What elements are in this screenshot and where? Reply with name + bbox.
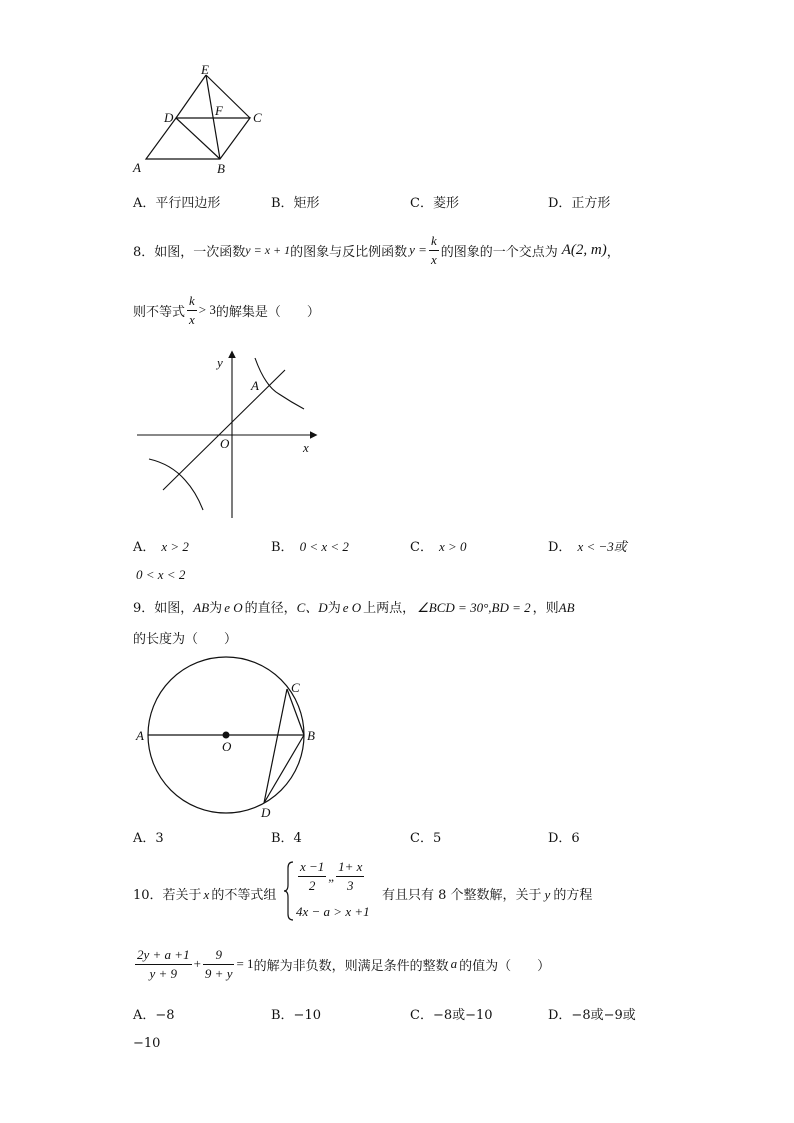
q10-eq-frac1-den: y + 9 [149,965,178,981]
q9-option-a[interactable]: A．3 [133,831,164,846]
q8-stem-line2 [133,288,320,332]
q10-eq-frac1-num: 2y + a +1 [135,946,192,965]
graph-label-a: A [251,378,259,393]
label-b: B [217,161,225,176]
q8-text-3: 的图象的一个交点为 [440,244,558,260]
q9-t1: 为 [209,601,223,616]
q8-option-c[interactable] [410,536,467,555]
graph-label-o: O [220,436,230,451]
label-c: C [253,110,262,125]
q10-sys-frac2-num: 1+ x [336,858,364,877]
q9-cd: C、D [296,600,328,615]
linear-function-line [163,370,285,490]
label-d: D [164,110,174,125]
q10-option-b[interactable]: B．−10 [271,1008,321,1023]
hyperbola-branch-3 [149,459,203,510]
q8-func2-num: k [429,232,439,251]
q8-graph [133,348,323,520]
q10-eq-frac2-den: 9 + y [204,965,233,981]
q10-option-d[interactable]: D．−8或−9或 [548,1008,636,1023]
q9-ab-1: AB [193,600,210,615]
q8-option-c-math: x > 0 [438,539,467,554]
q8-option-c-label: C． [410,540,433,555]
q8-line2-post: 的解集是（ ） [215,304,320,320]
center-point-o [223,732,230,739]
fig9-label-a: A [136,728,144,743]
q8-ineq-den: x [189,311,195,327]
q8-option-d-continued: 0 < x < 2 [136,567,186,582]
q10-stem-post [382,884,592,903]
q7-option-d[interactable]: D．正方形 [548,196,611,211]
q8-option-d-label: D． [548,540,572,555]
q9-t5: ，则 [532,601,559,616]
q7-figure [128,62,278,180]
q8-text-2: 的图象与反比例函数 [290,244,408,260]
q10-eq-frac1 [135,946,192,983]
label-e: E [201,62,209,77]
q8-option-d[interactable] [548,536,627,555]
q8-option-d-math: x < −3或 [577,539,627,554]
q10-sys-sep: „ [328,868,335,884]
segment-bd [264,735,304,803]
q9-t2: 的直径， [244,601,297,616]
q10-var-x: x [203,887,210,902]
label-a: A [133,160,141,175]
q10-var-y: y [544,887,551,902]
q10-sys-frac1-num: x −1 [298,858,326,877]
fig9-label-b: B [307,728,315,743]
q8-comma: ， [606,244,620,260]
q9-t4: 上两点， [363,601,416,616]
q10-t1: 的不等式组 [211,888,277,903]
q10-sys-frac2 [336,858,364,895]
q10-t4: 的解为非负数，则满足条件的整数 [253,958,449,974]
q8-option-a-math: x > 2 [161,539,189,554]
q10-sys-frac2-den: 3 [346,878,354,893]
q10-system-brace [283,860,295,922]
q10-option-d-continued: −10 [133,1036,161,1051]
q9-option-d[interactable]: D．6 [548,831,580,846]
q10-system-row1 [296,858,366,895]
q9-circle-1: e O [224,600,243,615]
segment-db [176,118,220,159]
q10-eq-frac2-num: 9 [203,946,235,965]
q9-figure [130,656,325,822]
q10-sys-frac1 [298,858,326,895]
q8-option-a-label: A． [133,540,156,555]
q8-ineq-rhs: > 3 [198,302,216,317]
q8-func2-den: x [430,251,437,267]
q10-eq-frac2 [203,946,235,983]
q10-eq-rhs: = 1 [236,956,254,971]
q10-option-a[interactable]: A．−8 [133,1008,175,1023]
segment-de [176,75,206,118]
q8-option-b-math: 0 < x < 2 [299,539,349,554]
q8-func2-lhs: y = [409,242,427,257]
q8-point: A(2, m) [561,241,607,258]
fig9-label-d: D [261,805,271,820]
q10-eq-plus: + [193,956,201,971]
q8-stem-line1 [133,228,620,272]
q9-stem-line2: 的长度为（ ） [133,632,238,647]
segment-cd [264,689,287,803]
q10-pre: 10．若关于 [133,888,202,903]
q10-stem-pre [133,884,276,903]
q10-equation-line [133,940,550,988]
q7-option-c[interactable]: C．菱形 [410,196,459,211]
q10-t3: 的方程 [553,888,593,903]
q8-func1: y = x + 1 [245,242,291,257]
hyperbola-branch-1 [255,358,304,409]
q8-option-b[interactable] [271,536,349,555]
fig9-label-c: C [291,680,300,695]
q8-text-1: 8．如图，一次函数 [133,244,246,260]
q8-option-b-label: B． [271,540,294,555]
q7-option-b[interactable]: B．矩形 [271,196,320,211]
segment-bc [287,689,304,735]
q8-func2-fraction [429,232,439,269]
q9-stem-line1 [133,597,575,616]
graph-label-y: y [217,355,223,370]
q9-option-b[interactable]: B．4 [271,831,302,846]
q9-ab-2: AB [558,600,575,615]
q9-t3: 为 [327,601,341,616]
q10-t5: 的值为（ ） [459,958,551,974]
q9-option-c[interactable]: C．5 [410,831,442,846]
label-f: F [215,103,223,118]
q9-condition: ∠BCD = 30°,BD = 2 [417,600,531,615]
q10-option-c[interactable]: C．−8或−10 [410,1008,493,1023]
q10-sys-frac1-den: 2 [308,878,316,893]
q8-option-a[interactable] [133,536,189,555]
q9-pre: 9．如图， [133,601,194,616]
q10-system-row2: 4x − a > x +1 [296,904,370,919]
q9-circle-2: e O [342,600,362,615]
q8-line2-pre: 则不等式 [133,304,186,320]
q8-ineq-num: k [187,292,197,311]
q7-option-a[interactable]: A．平行四边形 [133,196,221,211]
fig9-label-o: O [222,739,232,754]
q8-ineq-fraction [187,292,197,329]
graph-label-x: x [303,440,309,455]
q10-t2: 有且只有 8 个整数解，关于 [382,888,542,903]
q10-var-a: a [450,956,458,971]
